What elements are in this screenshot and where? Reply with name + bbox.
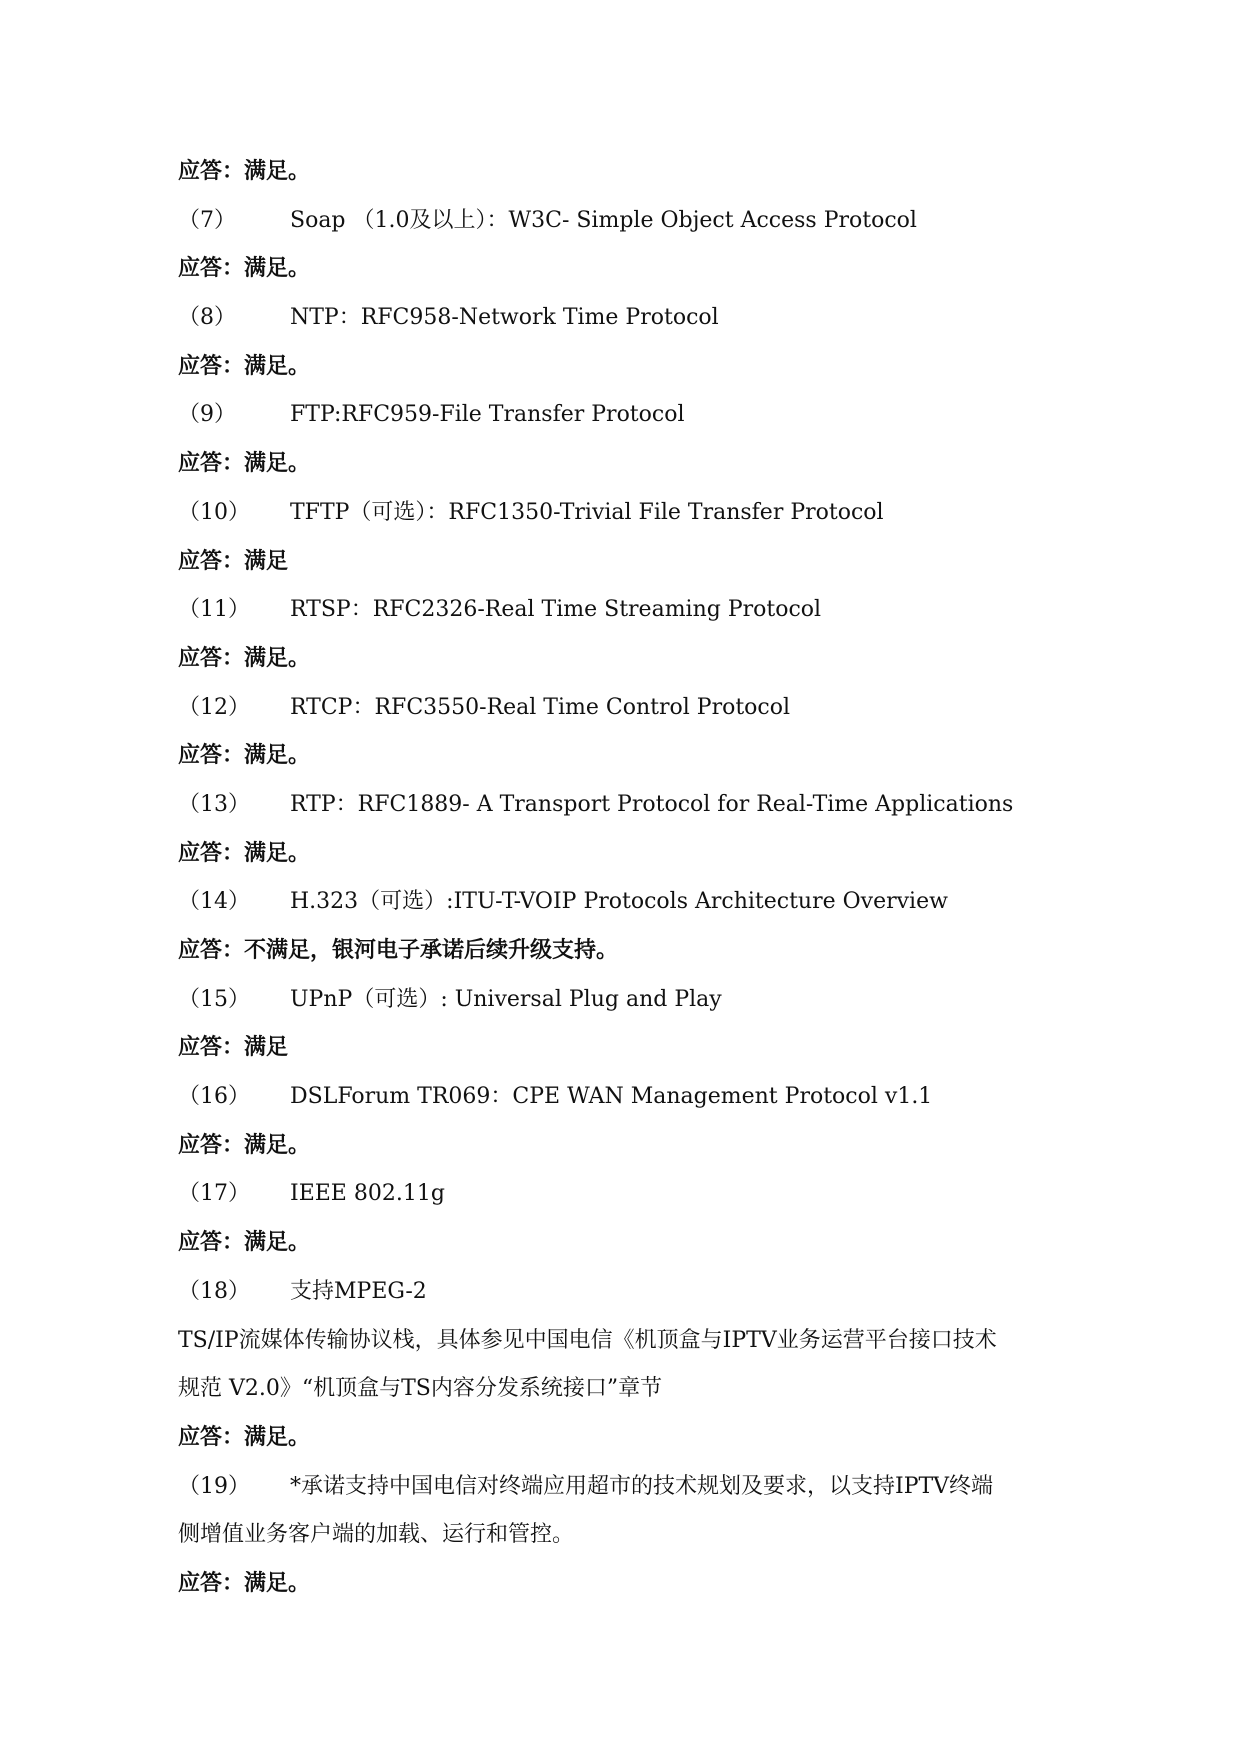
requirement-item <box>178 878 1098 927</box>
continuation-line: 规范 V2.0》“机顶盒与TS内容分发系统接口”章节 <box>178 1376 663 1402</box>
requirement-item <box>178 489 1098 538</box>
requirement-item <box>178 781 1098 830</box>
answer-line: 应答：满足 <box>178 548 289 574</box>
requirement-item <box>178 684 1098 733</box>
item-text: DSLForum TR069：CPE WAN Management Protocol v1.1 <box>290 1084 933 1110</box>
answer-line: 应答：满足。 <box>178 1424 311 1450</box>
item-number: （8） <box>178 305 236 331</box>
item-number: （12） <box>178 694 250 720</box>
requirement-item <box>178 1463 1098 1512</box>
item-number: （9） <box>178 402 236 428</box>
continuation-line: 侧增值业务客户端的加载、运行和管控。 <box>178 1522 575 1548</box>
requirement-item <box>178 294 1098 343</box>
item-text: RTCP：RFC3550-Real Time Control Protocol <box>290 694 791 720</box>
answer-line: 应答：满足。 <box>178 256 311 282</box>
item-text: H.323（可选）:ITU-T-VOIP Protocols Architecture Overview <box>290 889 948 915</box>
answer-line: 应答：满足。 <box>178 743 311 769</box>
item-text: RTP：RFC1889- A Transport Protocol for Real-Time Applications <box>290 791 1014 817</box>
item-number: （7） <box>178 207 236 233</box>
item-number: （10） <box>178 499 250 525</box>
item-number: （17） <box>178 1181 250 1207</box>
item-text: 支持MPEG-2 <box>290 1278 427 1304</box>
answer-line: 应答：满足。 <box>178 353 311 379</box>
requirement-item <box>178 976 1098 1025</box>
requirement-item <box>178 1170 1098 1219</box>
requirement-item <box>178 1073 1098 1122</box>
requirement-item <box>178 586 1098 635</box>
item-number: （19） <box>178 1473 250 1499</box>
item-number: （11） <box>178 597 250 623</box>
item-text: IEEE 802.11g <box>290 1181 445 1207</box>
answer-line: 应答：满足。 <box>178 1570 311 1596</box>
answer-line: 应答：满足。 <box>178 1132 311 1158</box>
answer-line: 应答：满足。 <box>178 840 311 866</box>
item-number: （15） <box>178 986 250 1012</box>
answer-line: 应答：满足。 <box>178 159 311 184</box>
document-body <box>178 148 1098 1609</box>
item-text: NTP：RFC958-Network Time Protocol <box>290 305 719 331</box>
item-number: （18） <box>178 1278 250 1304</box>
answer-line: 应答：满足。 <box>178 645 311 671</box>
item-text: TFTP（可选）：RFC1350-Trivial File Transfer Protocol <box>290 499 884 525</box>
item-text: UPnP（可选）: Universal Plug and Play <box>290 986 722 1012</box>
item-text: *承诺支持中国电信对终端应用超市的技术规划及要求，以支持IPTV终端 <box>290 1473 994 1499</box>
item-number: （16） <box>178 1084 250 1110</box>
continuation-line: TS/IP流媒体传输协议栈，具体参见中国电信《机顶盒与IPTV业务运营平台接口技术 <box>178 1327 997 1353</box>
answer-line: 应答：不满足，银河电子承诺后续升级支持。 <box>178 938 619 963</box>
answer-line: 应答：满足。 <box>178 451 311 477</box>
item-text: RTSP：RFC2326-Real Time Streaming Protocol <box>290 597 822 623</box>
requirement-item <box>178 1268 1098 1317</box>
requirement-item <box>178 391 1098 440</box>
answer-line: 应答：满足。 <box>178 1230 311 1256</box>
answer-line: 应答：满足 <box>178 1035 289 1061</box>
item-text: FTP:RFC959-File Transfer Protocol <box>290 402 685 428</box>
requirement-item <box>178 197 1098 246</box>
item-number: （13） <box>178 791 250 817</box>
item-number: （14） <box>178 889 250 915</box>
item-text: Soap （1.0及以上）：W3C- Simple Object Access Protocol <box>290 207 917 233</box>
